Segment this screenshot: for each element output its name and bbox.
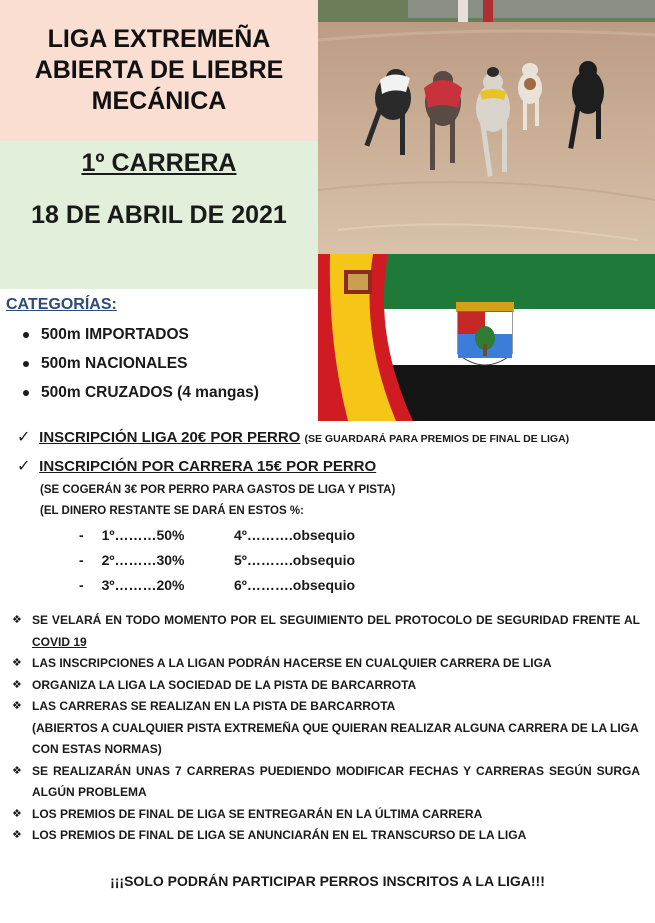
rule-item (12, 653, 640, 675)
spain-extremadura-flag (318, 254, 655, 421)
race-fee-label: INSCRIPCIÓN POR CARRERA 15€ POR PERRO (39, 458, 377, 475)
rule-item (12, 675, 640, 697)
rule-item (12, 761, 640, 804)
prize-right-row: 5º……….obsequio (234, 552, 356, 568)
checkmark-icon: ✓ (17, 429, 31, 446)
prize-value: 2º………30% (101, 552, 185, 568)
title-block (0, 0, 318, 141)
rules-list (12, 610, 640, 847)
checkmark-icon: ✓ (17, 458, 31, 475)
title-line-1: LIGA EXTREMEÑA (47, 25, 271, 53)
diamond-bullet-icon: ❖ (12, 700, 22, 712)
rule-text: ORGANIZA LA LIGA LA SOCIEDAD DE LA PISTA DE BARCARROTA (32, 677, 417, 692)
prize-right-row: 6º……….obsequio (234, 577, 356, 593)
category-item: 500m NACIONALES (6, 349, 259, 378)
league-fee-label: INSCRIPCIÓN LIGA 20€ POR PERRO (39, 429, 301, 446)
rule-text: LAS INSCRIPCIONES A LA LIGAN PODRÁN HACERSE EN CUALQUIER CARRERA DE LIGA (32, 656, 552, 670)
rule-text: LOS PREMIOS DE FINAL DE LIGA SE ENTREGARÁN EN LA ÚLTIMA CARRERA (32, 806, 483, 821)
covid-text: COVID 19 (32, 634, 87, 649)
diamond-bullet-icon: ❖ (12, 829, 22, 841)
prize-dash: - (79, 527, 84, 543)
category-item: 500m IMPORTADOS (6, 320, 259, 349)
categories-section (6, 296, 259, 407)
race-fee-row (17, 456, 376, 476)
prize-left-row (79, 577, 184, 593)
rule-text: LAS CARRERAS SE REALIZAN EN LA PISTA DE BARCARROTA (32, 699, 396, 713)
diamond-bullet-icon: ❖ (12, 764, 22, 777)
rule-text: LOS PREMIOS DE FINAL DE LIGA SE ANUNCIARÁN EN EL TRANSCURSO DE LA LIGA (32, 828, 527, 842)
diamond-bullet-icon: ❖ (12, 807, 22, 820)
prize-dash: - (79, 577, 84, 593)
race-fee-note-1: (SE COGERÁN 3€ POR PERRO PARA GASTOS DE LIGA Y PISTA) (40, 484, 396, 496)
rule-text: SE REALIZARÁN UNAS 7 CARRERAS PUEDIENDO MODIFICAR FECHAS Y CARRERAS SEGÚN SURGA ALGÚN PROBLEMA (32, 763, 640, 799)
prize-left-row (79, 552, 184, 568)
diamond-bullet-icon: ❖ (12, 678, 22, 691)
prize-value: 1º………50% (101, 527, 185, 543)
league-fee-note: (SE GUARDARÁ PARA PREMIOS DE FINAL DE LIGA) (304, 433, 570, 445)
diamond-bullet-icon: ❖ (12, 614, 22, 626)
prize-dash: - (79, 552, 84, 568)
title-line-2: ABIERTA DE LIEBRE (34, 56, 284, 84)
rule-item (12, 804, 640, 826)
prize-left-row (79, 527, 184, 543)
rule-item (12, 696, 640, 718)
league-fee-row (17, 427, 569, 447)
rule-text: SE VELARÁ EN TODO MOMENTO POR EL SEGUIMIENTO DEL PROTOCOLO DE SEGURIDAD FRENTE AL (32, 613, 640, 627)
race-date-block (0, 141, 318, 289)
prize-right-row: 4º……….obsequio (234, 527, 356, 543)
category-item: 500m CRUZADOS (4 mangas) (6, 378, 259, 407)
title-line-3: MECÁNICA (91, 87, 227, 115)
categories-title: CATEGORÍAS: (6, 296, 117, 313)
prize-value: 3º………20% (101, 577, 185, 593)
greyhound-race-photo (318, 0, 655, 254)
diamond-bullet-icon: ❖ (12, 657, 22, 669)
race-date: 18 DE ABRIL DE 2021 (31, 201, 287, 229)
race-fee-note-2: (EL DINERO RESTANTE SE DARÁ EN ESTOS %: (40, 505, 304, 517)
rule-subnote: (ABIERTOS A CUALQUIER PISTA EXTREMEÑA QUE QUIERAN REALIZAR ALGUNA CARRERA DE LA LIGA CON ESTAS NORMAS) (32, 720, 639, 756)
categories-list (6, 320, 259, 407)
rule-item (12, 610, 640, 653)
rule-item (12, 825, 640, 847)
footer-notice: ¡¡¡SOLO PODRÁN PARTICIPAR PERROS INSCRITOS A LA LIGA!!! (110, 873, 545, 889)
race-number: 1º CARRERA (81, 149, 237, 177)
